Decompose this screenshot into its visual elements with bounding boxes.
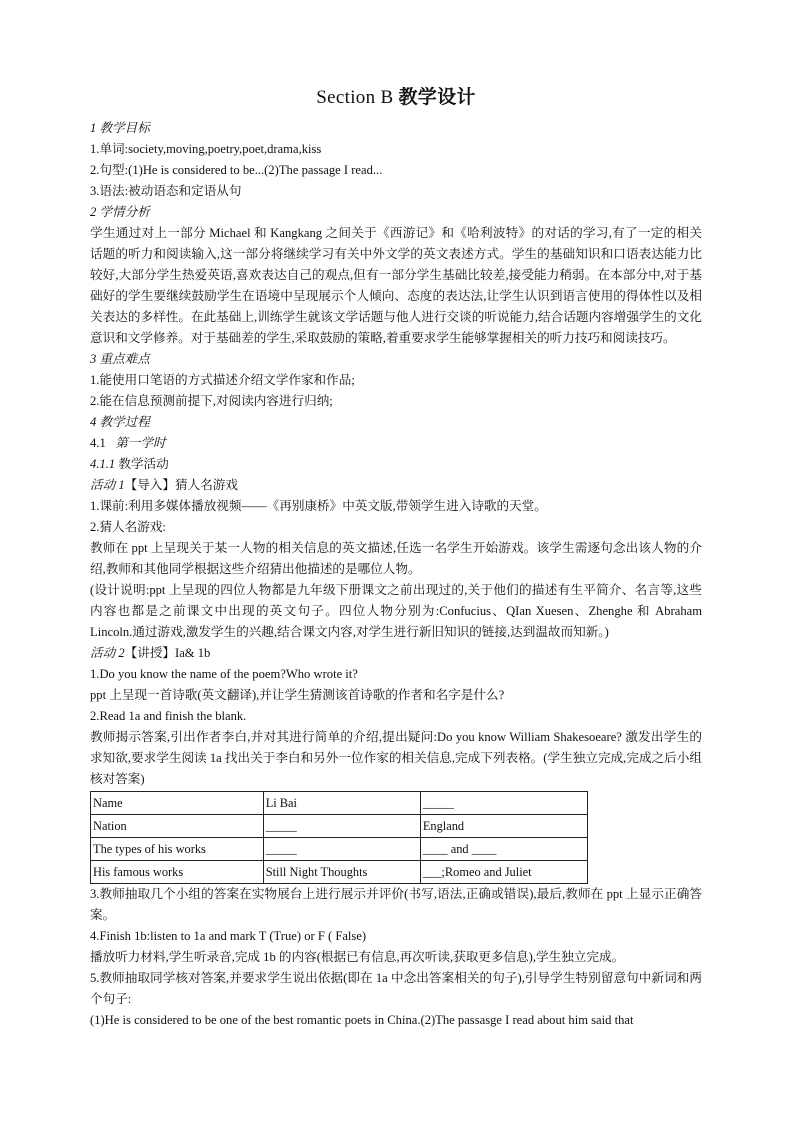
activity-1-description: 教师在 ppt 上呈现关于某一人物的相关信息的英文描述,任选一名学生开始游戏。该学生需逐句念出该人物的介绍,教师和其他同学根据这些介绍猜出他描述的是哪位人物。 — [90, 541, 702, 576]
table-cell: ____ and ____ — [420, 838, 587, 861]
activity-2-step-1-desc: ppt 上呈现一首诗歌(英文翻译),并让学生猜测该首诗歌的作者和名字是什么? — [90, 688, 505, 702]
activity-label: 活动 1 — [90, 478, 125, 492]
table-cell: Li Bai — [263, 792, 420, 815]
key-point-1: 1.能使用口笔语的方式描述介绍文学作家和作品; — [90, 373, 355, 387]
table-cell: _____ — [263, 838, 420, 861]
table-cell: Nation — [91, 815, 264, 838]
subsection-number: 4.1.1 — [90, 457, 116, 471]
activity-2-heading — [90, 643, 702, 664]
section-heading-key-points: 3 重点难点 — [90, 352, 150, 366]
activity-1-step-1: 1.课前:利用多媒体播放视频——《再别康桥》中英文版,带领学生进入诗歌的天堂。 — [90, 499, 547, 513]
document-page — [90, 84, 702, 1031]
table-cell: Still Night Thoughts — [263, 861, 420, 884]
activity-label: 活动 2 — [90, 646, 125, 660]
activity-2-step-3: 3.教师抽取几个小组的答案在实物展台上进行展示并评价(书写,语法,正确或错误),最后,教师在 ppt 上显示正确答案。 — [90, 887, 702, 922]
table-cell: England — [420, 815, 587, 838]
table-row — [91, 792, 588, 815]
table-cell: His famous works — [91, 861, 264, 884]
table-row — [91, 838, 588, 861]
activity-title: 【导入】猜人名游戏 — [124, 478, 238, 492]
table-row — [91, 815, 588, 838]
activity-2-step-4-desc: 播放听力材料,学生听录音,完成 1b 的内容(根据已有信息,再次听读,获取更多信息),学生独立完成。 — [90, 950, 625, 964]
objective-sentences: 2.句型:(1)He is considered to be...(2)The passage I read... — [90, 163, 383, 177]
section-heading-objectives: 1 教学目标 — [90, 121, 150, 135]
section-heading-analysis: 2 学情分析 — [90, 205, 150, 219]
subsection-4-1 — [90, 433, 702, 454]
document-title — [90, 84, 702, 112]
activity-2-example-sentences: (1)He is considered to be one of the best romantic poets in China.(2)The passasge I read about him said that — [90, 1013, 634, 1027]
activity-2-step-5: 5.教师抽取同学核对答案,并要求学生说出依据(即在 1a 中念出答案相关的句子),引导学生特别留意句中新词和两个句子: — [90, 971, 702, 1006]
subsection-label: 教学活动 — [118, 457, 169, 471]
activity-1-step-2: 2.猜人名游戏: — [90, 520, 166, 534]
analysis-paragraph: 学生通过对上一部分 Michael 和 Kangkang 之间关于《西游记》和《哈利波特》的对话的学习,有了一定的相关话题的听力和阅读输入,这一部分将继续学习有关中外文学的英文表述方式。学生的基础知识和口语表达能力比较好,大部分学生热爱英语,喜欢表达自己的观点,但有一部分学生基础比较差,接受能力稍弱。在本部分中,对于基础好的学生要继续鼓励学生在语境中呈现展示个人倾向、态度的表达法,让学生认识到语言使用的得体性以及相关表达的多样性。在此基础上,训练学生就该文学话题与他人进行交谈的听说能力,结合话题内容增强学生的文化意识和文学修养。对于基础差的学生,采取鼓励的策略,着重要求学生能够掌握相关的听力技巧和阅读技巧。 — [90, 226, 702, 345]
activity-title: 【讲授】Ia& 1b — [124, 646, 211, 660]
table-cell: _____ — [263, 815, 420, 838]
activity-1-design-note: (设计说明:ppt 上呈现的四位人物都是九年级下册课文之前出现过的,关于他们的描述有生平简介、名言等,这些内容也都是之前课文中出现的英文句子。四位人物分别为:Confucius、QIan Xuesen、Zhenghe 和 Abraham Lincoln.通过游戏,激发学生的兴趣,结合课文内容,对学生进行新旧知识的链接,达到温故而知新。) — [90, 583, 702, 639]
activity-2-step-2-desc: 教师揭示答案,引出作者李白,并对其进行简单的介绍,提出疑问:Do you know William Shakesoeare? 激发出学生的求知欲,要求学生阅读 1a 找出关于李白和另外一位作家的相关信息,完成下列表格。(学生独立完成,完成之后小组核对答案) — [90, 730, 702, 786]
activity-2-step-2: 2.Read 1a and finish the blank. — [90, 709, 247, 723]
table-cell: ___;Romeo and Juliet — [420, 861, 587, 884]
table-cell: The types of his works — [91, 838, 264, 861]
table-cell: _____ — [420, 792, 587, 815]
section-heading-process: 4 教学过程 — [90, 415, 150, 429]
subsection-4-1-1 — [90, 454, 702, 475]
title-en: Section B — [316, 87, 394, 108]
key-point-2: 2.能在信息预测前提下,对阅读内容进行归纳; — [90, 394, 333, 408]
author-info-table — [90, 791, 588, 884]
table-cell: Name — [91, 792, 264, 815]
subsection-label: 第一学时 — [115, 436, 166, 450]
activity-2-step-1: 1.Do you know the name of the poem?Who wrote it? — [90, 667, 358, 681]
objective-words: 1.单词:society,moving,poetry,poet,drama,kiss — [90, 142, 322, 156]
subsection-number: 4.1 — [90, 436, 106, 450]
activity-1-heading — [90, 475, 702, 496]
title-zh: 教学设计 — [398, 87, 476, 108]
table-row — [91, 861, 588, 884]
activity-2-step-4: 4.Finish 1b:listen to 1a and mark T (True) or F ( False) — [90, 929, 367, 943]
objective-grammar: 3.语法:被动语态和定语从句 — [90, 184, 242, 198]
